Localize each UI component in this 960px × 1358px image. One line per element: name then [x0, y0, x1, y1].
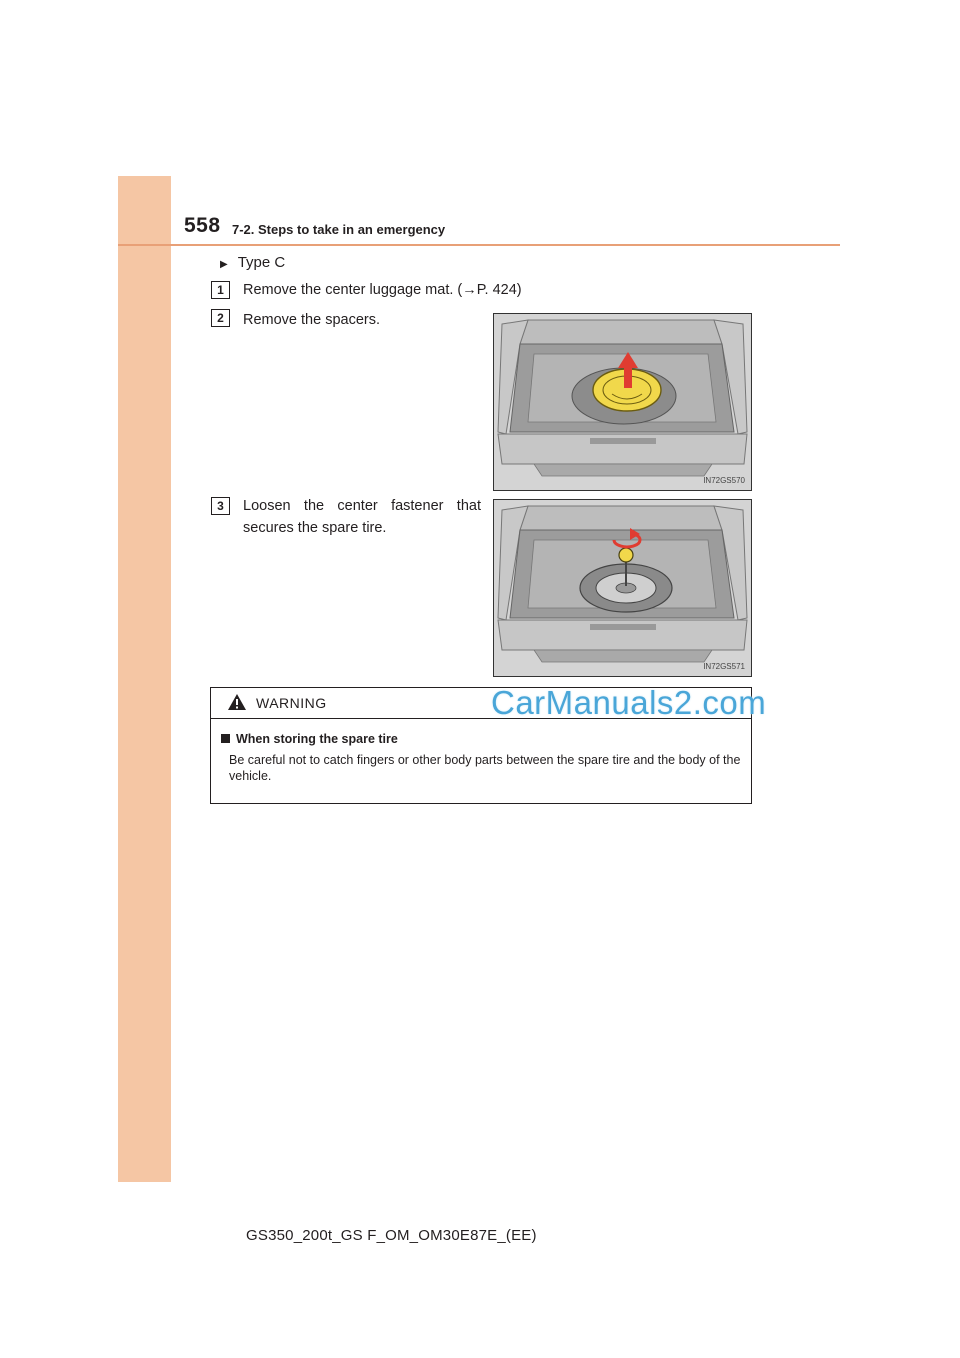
warning-subheading	[221, 732, 398, 746]
figure-code: IN72GS570	[703, 476, 745, 485]
step-number-3: 3	[211, 497, 230, 515]
step-2-text: Remove the spacers.	[243, 312, 381, 328]
warning-box	[210, 684, 767, 804]
page-number: 558	[184, 214, 221, 237]
step-number-1: 1	[211, 281, 230, 299]
step-3-text: Loosen the center fastener that secures the spare tire.	[243, 498, 481, 536]
square-bullet-icon	[221, 734, 230, 743]
step-number-2: 2	[211, 309, 230, 327]
chapter-sidebar-tab	[118, 176, 171, 1182]
watermark-text: CarManuals2.com	[491, 684, 767, 721]
document-footer: GS350_200t_GS F_OM_OM30E87E_(EE)	[246, 1227, 537, 1244]
warning-header	[211, 684, 767, 721]
warning-label: WARNING	[256, 695, 327, 711]
step-1-text: Remove the center luggage mat. (→P. 424)	[243, 282, 522, 298]
trunk-illustration-2	[494, 500, 751, 676]
warning-body: Be careful not to catch fingers or other body parts between the spare tire and the body of the vehicle.	[229, 753, 741, 783]
trunk-illustration-1	[494, 314, 751, 490]
figure-loosen-fastener	[493, 499, 752, 677]
triangle-bullet-icon: ▶	[220, 259, 228, 270]
section-title: 7-2. Steps to take in an emergency	[232, 222, 446, 237]
warning-subheading-text: When storing the spare tire	[236, 732, 398, 746]
type-label-text: Type C	[237, 254, 286, 271]
warning-triangle-icon	[227, 693, 247, 711]
header-divider	[118, 244, 840, 246]
type-label	[220, 254, 285, 271]
figure-remove-spacers	[493, 313, 752, 491]
figure-code: IN72GS571	[703, 662, 745, 671]
